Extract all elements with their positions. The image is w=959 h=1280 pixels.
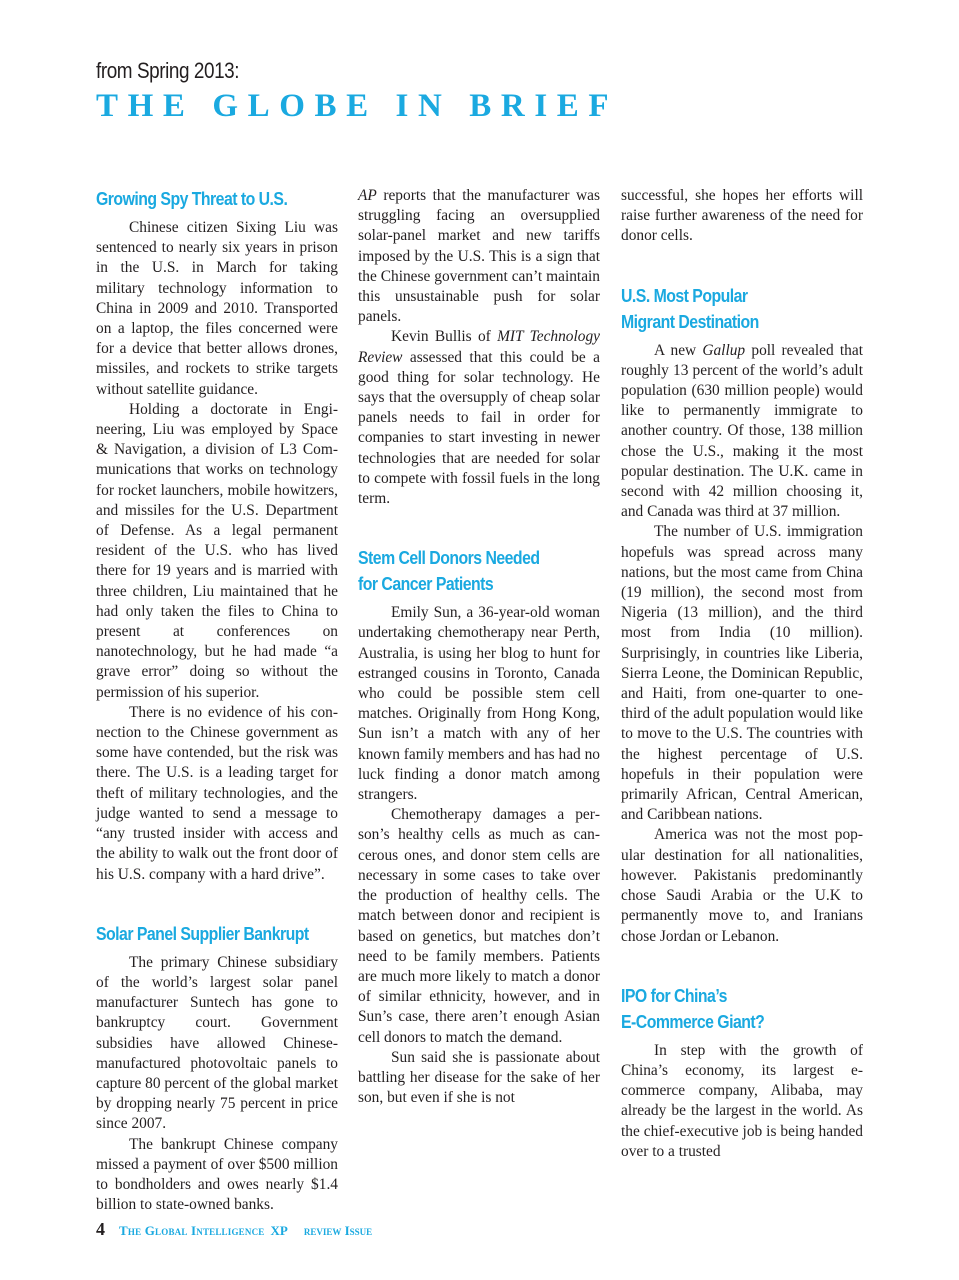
paragraph-text: Kevin Bullis of [391, 328, 491, 346]
article-ipo [621, 983, 863, 1162]
paragraph: Chinese citizen Sixing Liu was sentenced to nearly six years in prison in the U.S. in March for taking military technology information to China in 2009 and 2010. Transported on a laptop, the files concerned were for a device that better allows drones, missiles, and rockets to strike targets without satellite guidance. [96, 219, 338, 398]
italic-gallup: Gallup [702, 341, 746, 359]
headline-spy-threat: Growing Spy Threat to U.S. [96, 189, 288, 209]
issue-kicker: from Spring 2013: [96, 58, 240, 83]
article-spy-threat [96, 186, 338, 885]
paragraph: The number of U.S. immigration hopefuls was spread across many nations, but the most came from China (19 million), the second most from Nigeria (13 million), and the third most from India (10 million). Surprisingly, in countries like Liberia, Sierra Leone, the Dominican Republic, and Haiti, from one-quarter to one-third of the adult population would like to move to the U.S. The countries with the highest percentage of U.S. hopefuls in their population were primarily African, Central American, and Caribbean nations. [621, 523, 863, 824]
issue-label: review Issue [303, 1223, 373, 1238]
headline-migrant-line1: U.S. Most Popular [621, 285, 748, 306]
article-migrant-destination [621, 283, 863, 947]
paragraph: Emily Sun, a 36-year-old woman undertaking chemotherapy near Perth, Australia, is using her blog to hunt for estranged cousins in Toronto, Canada who could be possible stem cell matches. Originally from Hong Kong, Sun isn’t a match with any of her known family members and has had no luck finding a donor match among strangers. [358, 604, 600, 804]
column-2 [358, 186, 600, 1108]
headline-migrant-line2: Migrant Destination [621, 311, 759, 332]
footer-publication [119, 1222, 372, 1240]
paragraph: In step with the growth of China’s economy, its largest e-commerce company, Alibaba, may already be the largest in the world. As the chief-executive job is being handed over to a trusted [621, 1041, 863, 1160]
page-footer [96, 1219, 372, 1240]
headline-ipo-line2: E-Commerce Giant? [621, 1011, 765, 1032]
headline-stem-cell-line1: Stem Cell Donors Needed [358, 548, 540, 569]
paragraph: The primary Chinese subsidiary of the world’s largest solar panel manufacturer Suntech has gone to bankruptcy court. Government subsidies have allowed Chinese-manufactured photovoltaic panels to capture 80 percent of the global market by dropping nearly 75 percent in price since 2007. [96, 953, 338, 1133]
paragraph [96, 1135, 338, 1216]
column-3 [621, 186, 863, 1162]
article-solar-panel [96, 921, 338, 1216]
paragraph [358, 186, 600, 327]
headline-ipo-line1: IPO for China’s [621, 985, 727, 1006]
publication-name: The Global Intelligence [119, 1223, 265, 1238]
italic-ap: AP [358, 187, 377, 204]
paragraph-text: The bankrupt Chinese company missed a payment of over $500 million to bondholders and owes nearly $1.4 billion to state-owned banks. [96, 1135, 338, 1214]
paragraph: successful, she hopes her efforts will raise further awareness of the need for donor cells. [621, 187, 863, 245]
section-title: THE GLOBE IN BRIEF [96, 88, 619, 124]
paragraph-text: reports that the manufacturer was struggling facing an oversupplied solar-panel market and new tariffs imposed by the U.S. This is a sign that the Chinese government can’t maintain this unsustainable push for solar panels. [358, 187, 600, 326]
paragraph [621, 341, 863, 523]
paragraph-text: poll revealed that roughly 13 percent of the world’s adult population (630 million people) would like to permanently immigrate to another country. Of those, 138 million chose the U.S., making it the most popular destination. The U.K. came in second with 42 million choosing it, and Canada was third at 37 million. [621, 341, 863, 521]
page-number: 4 [96, 1219, 105, 1239]
paragraph-text: assessed that this could be a good thing for solar technology. He says that the oversupply of cheap solar panels needs to fail in order for companies to start investing in newer technologies that are needed for solar to compete with fossil fuels in the long term. [358, 348, 600, 508]
paragraph: America was not the most popular destination for all nationalities, however. Pakistanis predominantly chose Saudi Arabia or the U.K to permanently move to, and Iranians chose Jordan or Lebanon. [621, 826, 863, 945]
publication-logo-icon: XP [270, 1223, 288, 1238]
paragraph: Holding a doctorate in Engineering, Liu was employed by Space & Navigation, a division of L3 Communications that works on technology for rocket launchers, mobile howitzers, and missiles for the U.S. Department of Defense. As a legal permanent resident of the U.S. who has lived there for 19 years and is married with three children, Liu maintained that he had only taken the files to China to present at conferences on nanotechnology, but he had made “a grave error” doing so without the permission of his superior. [96, 400, 338, 701]
article-stem-cell [358, 545, 600, 1108]
paragraph: Sun said she is passionate about battling her disease for the sake of her son, but even if she is not [358, 1048, 600, 1107]
paragraph: There is no evidence of his connection to the Chinese government as some have contended, but the risk was there. The U.S. is a leading target for theft of military technologies, and the judge wanted to send a message to “any trusted insider with access and the ability to walk out the front door of his U.S. company with a hard drive”. [96, 703, 338, 883]
headline-stem-cell-line2: for Cancer Patients [358, 574, 494, 595]
italic-mit-review: MIT Technology Review [358, 328, 600, 366]
headline-solar-panel: Solar Panel Supplier Bankrupt [96, 923, 309, 944]
paragraph [358, 327, 600, 509]
paragraph-text: A new [654, 341, 697, 359]
column-1 [96, 186, 338, 1215]
paragraph: Chemotherapy damages a person’s healthy cells as much as cancerous ones, and donor stem cells are necessary in some cases to take over the production of healthy cells. The match between donor and recipient is based on genetics, but matches don’t need to be family members. Patients are much more likely to match a donor of similar ethnicity, however, and in Sun’s case, there aren’t enough Asian cell donors to match the demand. [358, 806, 600, 1046]
